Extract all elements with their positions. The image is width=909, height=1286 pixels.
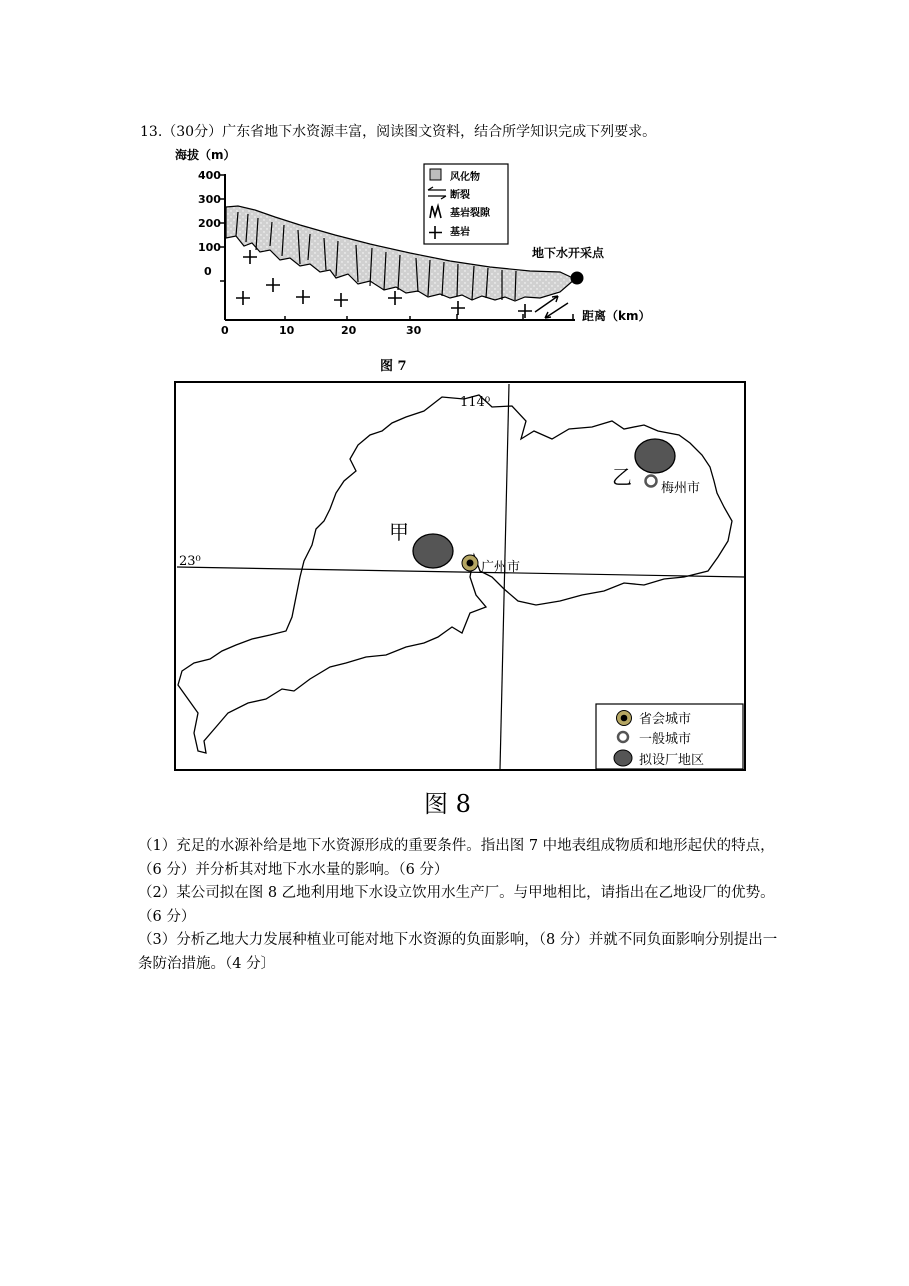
label-jia: 甲 (389, 520, 409, 544)
x-tick-30: 30 (406, 324, 422, 337)
question-1: （1）充足的水源补给是地下水资源形成的重要条件。指出图 7 中地表组成物质和地形起伏的特点，（6 分）并分析其对地下水水量的影响。（6 分） (138, 838, 775, 878)
figure8-caption: 图 8 (424, 790, 471, 818)
y-tick-200: 200 (198, 217, 221, 230)
x-axis-label: 距离（km） (582, 309, 651, 323)
weathered-layer (226, 206, 575, 301)
longitude-label: 114⁰ (460, 395, 491, 410)
legend-weathered: 风化物 (450, 172, 480, 183)
y-tick-100: 100 (198, 241, 221, 254)
legend-plant-icon (614, 750, 632, 766)
yi-plant-site (635, 439, 675, 473)
figure8-map (174, 381, 748, 774)
weathered-legend-swatch (430, 169, 441, 180)
x-tick-20: 20 (341, 324, 357, 337)
label-meizhou: 梅州市 (661, 481, 701, 496)
extraction-point-marker (571, 272, 584, 285)
question-3: （3）分析乙地大力发展种植业可能对地下水资源的负面影响，（8 分）并就不同负面影响分别提出一条防治措施。（4 分〕 (138, 932, 778, 972)
legend-fissure: 基岩裂隙 (450, 208, 490, 219)
question-header: 13.（30分）广东省地下水资源丰富，阅读图文资料，结合所学知识完成下列要求。 (140, 124, 657, 140)
legend-city: 一般城市 (639, 732, 692, 747)
label-guangzhou: 广州市 (481, 560, 521, 575)
question-2: （2）某公司拟在图 8 乙地利用地下水设立饮用水生产厂。与甲地相比，请指出在乙地设厂的优势。（6 分） (138, 885, 775, 925)
x-tick-0: 0 (221, 324, 229, 337)
questions-block (138, 835, 778, 976)
legend-capital: 省会城市 (639, 712, 692, 727)
y-tick-400: 400 (198, 169, 221, 182)
jia-plant-site (413, 534, 453, 568)
extraction-point-label: 地下水开采点 (532, 246, 605, 260)
y-tick-0: 0 (204, 265, 212, 278)
legend-plant: 拟设厂地区 (639, 753, 705, 768)
y-axis-label: 海拔（m） (175, 148, 236, 162)
figure7-cross-section (160, 140, 680, 340)
figure7-caption: 图 7 (380, 359, 407, 374)
meizhou-marker (646, 476, 657, 487)
legend-bedrock: 基岩 (450, 227, 470, 238)
legend-fault: 断裂 (450, 190, 470, 201)
legend-city-icon (618, 732, 628, 742)
label-yi: 乙 (612, 465, 632, 489)
fault-arrows (535, 296, 568, 318)
x-tick-10: 10 (279, 324, 295, 337)
y-tick-300: 300 (198, 193, 221, 206)
latitude-label: 23⁰ (179, 554, 201, 569)
